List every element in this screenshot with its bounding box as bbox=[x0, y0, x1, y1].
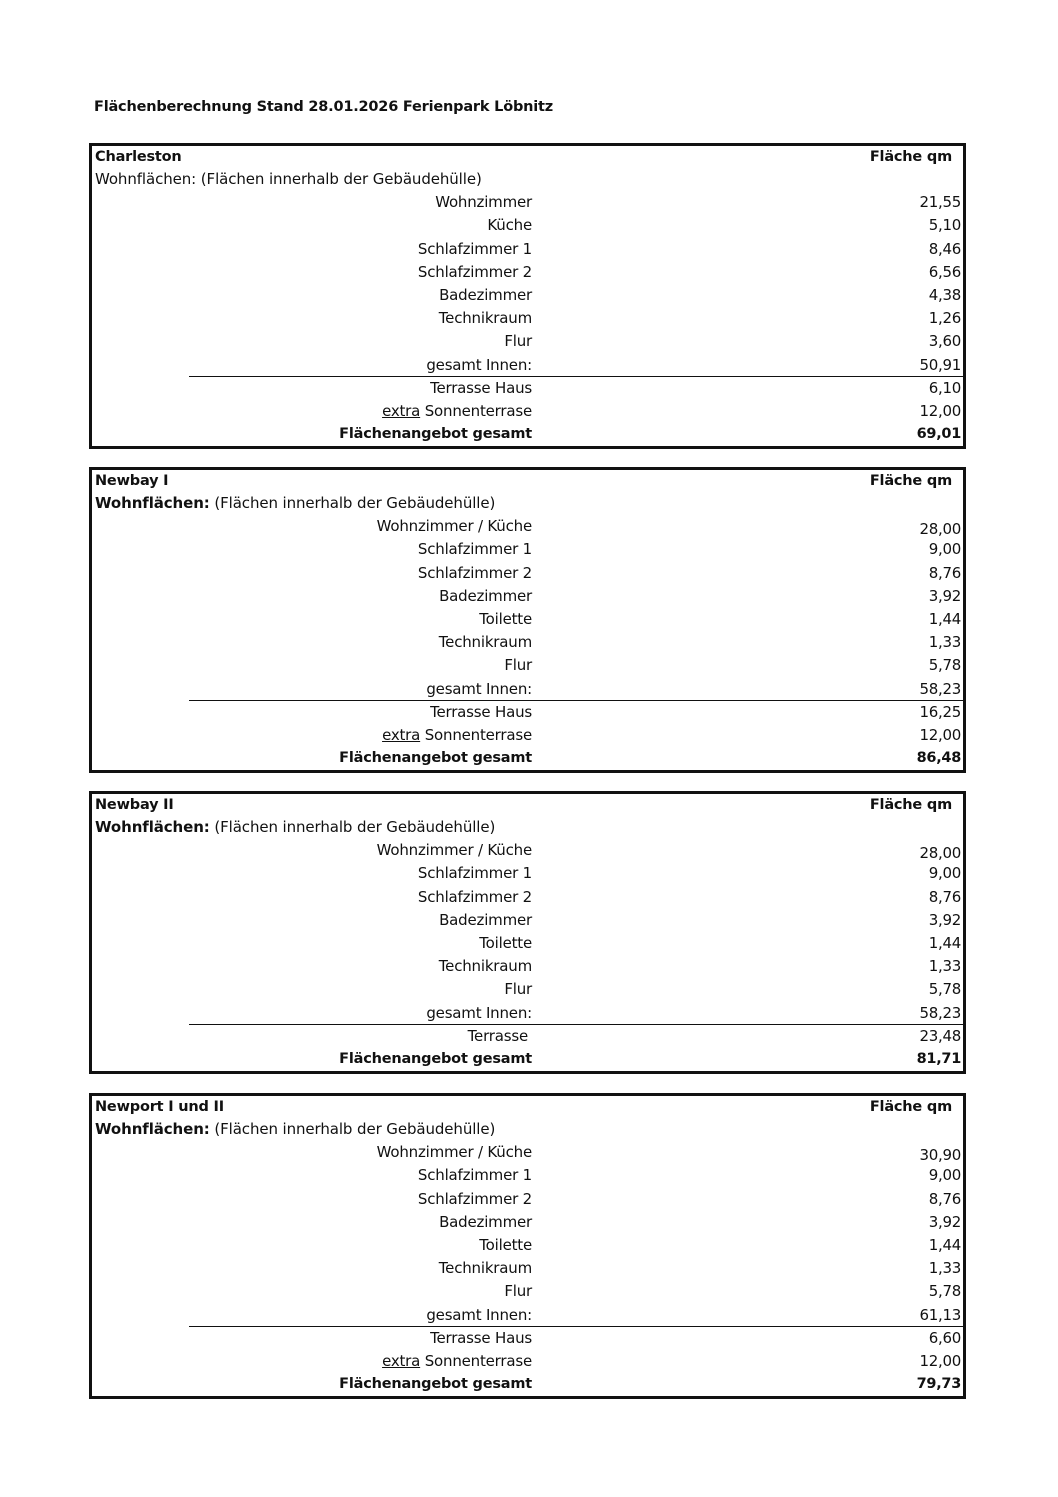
room-label: Badezimmer bbox=[439, 586, 532, 605]
room-value: 8,76 bbox=[928, 887, 961, 906]
area-table-charleston bbox=[89, 143, 966, 449]
total-label: Flächenangebot gesamt bbox=[339, 1376, 532, 1393]
extra-value: 23,48 bbox=[919, 1026, 961, 1045]
extra-value: 12,00 bbox=[919, 725, 961, 744]
room-value: 1,33 bbox=[928, 633, 961, 652]
table-row bbox=[92, 654, 963, 677]
unit-header: Fläche qm bbox=[869, 149, 952, 165]
table-header bbox=[92, 146, 963, 168]
room-value: 3,60 bbox=[928, 332, 961, 351]
room-label: Schlafzimmer 1 bbox=[417, 540, 532, 559]
area-table-newbay-1 bbox=[89, 467, 966, 773]
table-row bbox=[92, 862, 963, 885]
total-label: Flächenangebot gesamt bbox=[339, 750, 532, 767]
subtotal-value: 50,91 bbox=[919, 355, 961, 374]
total-value: 69,01 bbox=[916, 426, 961, 443]
table-row bbox=[92, 515, 963, 538]
room-label: Flur bbox=[504, 656, 532, 675]
room-value: 8,46 bbox=[928, 239, 961, 258]
extra-label: extra Sonnenterrase bbox=[382, 725, 532, 744]
table-row bbox=[92, 214, 963, 237]
table-row bbox=[92, 955, 963, 978]
room-value: 1,26 bbox=[928, 309, 961, 328]
room-value: 5,78 bbox=[928, 980, 961, 999]
room-value: 4,38 bbox=[928, 285, 961, 304]
extra-row bbox=[92, 1350, 963, 1373]
table-row bbox=[92, 932, 963, 955]
extra-row bbox=[92, 377, 963, 400]
room-value: 8,76 bbox=[928, 563, 961, 582]
subtotal-label: gesamt Innen: bbox=[426, 679, 532, 698]
extra-row bbox=[92, 724, 963, 747]
room-label: Flur bbox=[504, 980, 532, 999]
room-label: Schlafzimmer 1 bbox=[417, 239, 532, 258]
table-header bbox=[92, 794, 963, 816]
subtotal-value: 58,23 bbox=[919, 1003, 961, 1022]
table-title: Charleston bbox=[95, 149, 182, 165]
subtitle: Wohnflächen: (Flächen innerhalb der Gebäudehülle) bbox=[95, 494, 496, 512]
total-row bbox=[92, 1373, 963, 1396]
extra-label: Terrasse Haus bbox=[430, 1328, 532, 1347]
table-row bbox=[92, 631, 963, 654]
room-value: 9,00 bbox=[928, 1166, 961, 1185]
unit-header: Fläche qm bbox=[869, 473, 952, 489]
room-value: 5,78 bbox=[928, 1282, 961, 1301]
extra-row bbox=[92, 1025, 963, 1048]
table-header bbox=[92, 1096, 963, 1118]
extra-label: extra Sonnenterrase bbox=[382, 1351, 532, 1370]
subtitle-row bbox=[92, 168, 963, 191]
room-value: 3,92 bbox=[928, 586, 961, 605]
subtitle-row bbox=[92, 1118, 963, 1141]
subtitle-row bbox=[92, 816, 963, 839]
table-row bbox=[92, 330, 963, 353]
room-label: Wohnzimmer / Küche bbox=[376, 517, 532, 536]
room-label: Schlafzimmer 1 bbox=[417, 1166, 532, 1185]
table-row bbox=[92, 562, 963, 585]
subtotal-label: gesamt Innen: bbox=[426, 1003, 532, 1022]
room-label: Badezimmer bbox=[439, 1212, 532, 1231]
unit-header: Fläche qm bbox=[869, 1099, 952, 1115]
room-label: Schlafzimmer 2 bbox=[417, 563, 532, 582]
subtotal-value: 61,13 bbox=[919, 1305, 961, 1324]
table-title: Newport I und II bbox=[95, 1099, 224, 1115]
table-row bbox=[92, 1234, 963, 1257]
room-label: Toilette bbox=[479, 609, 532, 628]
extra-value: 6,60 bbox=[928, 1328, 961, 1347]
table-row bbox=[92, 978, 963, 1001]
table-row bbox=[92, 1211, 963, 1234]
subtotal-row bbox=[92, 1002, 963, 1025]
total-label: Flächenangebot gesamt bbox=[339, 426, 532, 443]
subtotal-row bbox=[92, 1304, 963, 1327]
room-value: 1,44 bbox=[928, 1235, 961, 1254]
room-value: 1,33 bbox=[928, 1259, 961, 1278]
room-value: 5,10 bbox=[928, 216, 961, 235]
room-value: 28,00 bbox=[919, 520, 961, 539]
room-label: Technikraum bbox=[438, 633, 532, 652]
document-title: Flächenberechnung Stand 28.01.2026 Ferienpark Löbnitz bbox=[94, 99, 554, 115]
extra-value: 16,25 bbox=[919, 702, 961, 721]
extra-label: Terrasse Haus bbox=[430, 702, 532, 721]
room-value: 6,56 bbox=[928, 262, 961, 281]
table-row bbox=[92, 284, 963, 307]
room-label: Technikraum bbox=[438, 309, 532, 328]
room-label: Flur bbox=[504, 1282, 532, 1301]
room-value: 9,00 bbox=[928, 540, 961, 559]
total-label: Flächenangebot gesamt bbox=[339, 1050, 532, 1067]
table-row bbox=[92, 1164, 963, 1187]
room-value: 8,76 bbox=[928, 1189, 961, 1208]
room-label: Wohnzimmer / Küche bbox=[376, 841, 532, 860]
table-row bbox=[92, 1280, 963, 1303]
room-label: Schlafzimmer 2 bbox=[417, 1189, 532, 1208]
room-label: Toilette bbox=[479, 933, 532, 952]
room-value: 1,33 bbox=[928, 957, 961, 976]
subtitle-row bbox=[92, 492, 963, 515]
subtotal-label: gesamt Innen: bbox=[426, 1305, 532, 1324]
room-value: 21,55 bbox=[919, 193, 961, 212]
room-value: 1,44 bbox=[928, 609, 961, 628]
subtotal-row bbox=[92, 678, 963, 701]
room-label: Wohnzimmer / Küche bbox=[376, 1143, 532, 1162]
room-value: 3,92 bbox=[928, 910, 961, 929]
room-value: 30,90 bbox=[919, 1146, 961, 1165]
room-label: Technikraum bbox=[438, 957, 532, 976]
extra-label: Terrasse Haus bbox=[430, 378, 532, 397]
table-row bbox=[92, 1141, 963, 1164]
total-row bbox=[92, 1048, 963, 1071]
extra-row bbox=[92, 701, 963, 724]
unit-header: Fläche qm bbox=[869, 797, 952, 813]
area-table-newbay-2 bbox=[89, 791, 966, 1074]
total-row bbox=[92, 747, 963, 770]
room-label: Technikraum bbox=[438, 1259, 532, 1278]
extra-row bbox=[92, 400, 963, 423]
area-table-newport bbox=[89, 1093, 966, 1399]
table-row bbox=[92, 307, 963, 330]
table-row bbox=[92, 238, 963, 261]
table-row bbox=[92, 1257, 963, 1280]
table-title: Newbay I bbox=[95, 473, 169, 489]
table-header bbox=[92, 470, 963, 492]
subtitle: Wohnflächen: (Flächen innerhalb der Gebäudehülle) bbox=[95, 1120, 496, 1138]
table-row bbox=[92, 909, 963, 932]
room-value: 5,78 bbox=[928, 656, 961, 675]
table-row bbox=[92, 839, 963, 862]
total-value: 81,71 bbox=[916, 1050, 961, 1067]
table-row bbox=[92, 261, 963, 284]
room-label: Schlafzimmer 2 bbox=[417, 262, 532, 281]
extra-value: 6,10 bbox=[928, 378, 961, 397]
room-label: Schlafzimmer 1 bbox=[417, 864, 532, 883]
total-value: 86,48 bbox=[916, 750, 961, 767]
extra-value: 12,00 bbox=[919, 401, 961, 420]
room-value: 3,92 bbox=[928, 1212, 961, 1231]
table-row bbox=[92, 191, 963, 214]
subtotal-value: 58,23 bbox=[919, 679, 961, 698]
extra-row bbox=[92, 1327, 963, 1350]
extra-label: extra Sonnenterrase bbox=[382, 401, 532, 420]
subtitle: Wohnflächen: (Flächen innerhalb der Gebäudehülle) bbox=[95, 818, 496, 836]
room-label: Flur bbox=[504, 332, 532, 351]
extra-label: Terrasse bbox=[467, 1026, 528, 1045]
room-label: Schlafzimmer 2 bbox=[417, 887, 532, 906]
room-value: 1,44 bbox=[928, 933, 961, 952]
total-value: 79,73 bbox=[916, 1376, 961, 1393]
room-value: 28,00 bbox=[919, 844, 961, 863]
table-row bbox=[92, 538, 963, 561]
room-label: Toilette bbox=[479, 1235, 532, 1254]
room-label: Küche bbox=[487, 216, 532, 235]
subtotal-label: gesamt Innen: bbox=[426, 355, 532, 374]
room-value: 9,00 bbox=[928, 864, 961, 883]
table-row bbox=[92, 1188, 963, 1211]
table-title: Newbay II bbox=[95, 797, 174, 813]
room-label: Wohnzimmer bbox=[435, 193, 532, 212]
subtotal-row bbox=[92, 354, 963, 377]
extra-value: 12,00 bbox=[919, 1351, 961, 1370]
room-label: Badezimmer bbox=[439, 285, 532, 304]
room-label: Badezimmer bbox=[439, 910, 532, 929]
table-row bbox=[92, 608, 963, 631]
table-row bbox=[92, 585, 963, 608]
total-row bbox=[92, 423, 963, 446]
table-row bbox=[92, 886, 963, 909]
subtitle: Wohnflächen: (Flächen innerhalb der Gebäudehülle) bbox=[95, 170, 482, 188]
